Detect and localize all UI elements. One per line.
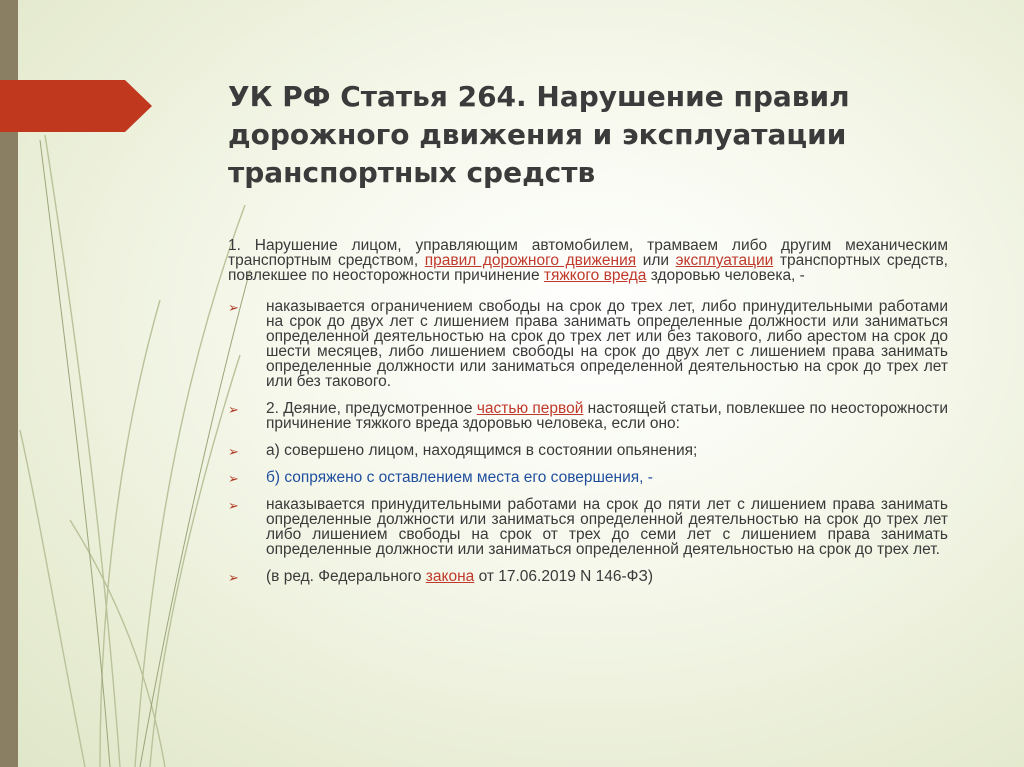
list-item-text: б) сопряжено с оставлением места его совершения, - <box>266 469 653 486</box>
arrow-bullet-icon: ➢ <box>228 444 239 459</box>
list-item-text: (в ред. Федерального <box>266 568 422 585</box>
article-points <box>228 299 948 584</box>
part-one-link[interactable]: частью первой <box>476 400 584 417</box>
title-accent-tab <box>0 80 152 132</box>
grave-harm-link[interactable]: тяжкого вреда <box>543 267 647 284</box>
list-item <box>228 299 948 389</box>
list-item <box>228 401 948 431</box>
intro-text-1: 1. Нарушение лицом, управляющим автомобилем, трамваем либо другим механическим транспортным средством, <box>228 237 948 269</box>
arrow-bullet-icon: ➢ <box>228 402 239 417</box>
arrow-bullet-icon: ➢ <box>228 498 239 513</box>
list-item-text: наказывается принудительными работами на срок до пяти лет с лишением права занимать определенные должности или заниматься определенной деятельностью на срок до трех лет либо лишением свободы на срок от трех до семи лет с лишением права занимать определенные должности или заниматься определенной деятельностью на срок до трех лет. <box>266 496 948 558</box>
arrow-bullet-icon: ➢ <box>228 300 239 315</box>
list-item-text: а) совершено лицом, находящимся в состоянии опьянения; <box>266 442 698 459</box>
intro-text-2: или <box>642 252 670 269</box>
list-item <box>228 443 948 458</box>
intro-text-3: транспортных средств, повлекшее по неосторожности причинение <box>228 252 948 284</box>
list-item-text: наказывается ограничением свободы на срок до трех лет, либо принудительными работами на срок до двух лет с лишением права занимать определенные должности или заниматься определенной деятельностью на срок до трех лет или без такового, либо арестом на срок до шести месяцев, либо лишением свободы на срок до двух лет с лишением права занимать определенные должности или заниматься определенной деятельностью на срок до трех лет или без такового. <box>266 298 948 390</box>
list-item-text: настоящей статьи, повлекшее по неосторожности причинение тяжкого вреда здоровью человека, если оно: <box>266 400 948 432</box>
article-content <box>228 238 948 596</box>
slide-title: УК РФ Статья 264. Нарушение правил дорожного движения и эксплуатации транспортных средств <box>228 80 850 189</box>
federal-law-link[interactable]: закона <box>425 568 475 585</box>
traffic-rules-link[interactable]: правил дорожного движения <box>424 252 637 269</box>
list-item <box>228 497 948 557</box>
arrow-bullet-icon: ➢ <box>228 570 239 585</box>
list-item-text: от 17.06.2019 N 146-ФЗ) <box>478 568 653 585</box>
decorative-grass-lines-dark <box>40 140 250 767</box>
intro-text-4: здоровью человека, - <box>650 267 805 284</box>
list-item <box>228 470 948 485</box>
decorative-grass-lines <box>20 135 245 767</box>
arrow-bullet-icon: ➢ <box>228 471 239 486</box>
list-item <box>228 569 948 584</box>
list-item-text: 2. Деяние, предусмотренное <box>266 400 473 417</box>
intro-paragraph <box>228 238 948 283</box>
exploitation-link[interactable]: эксплуатации <box>675 252 774 269</box>
